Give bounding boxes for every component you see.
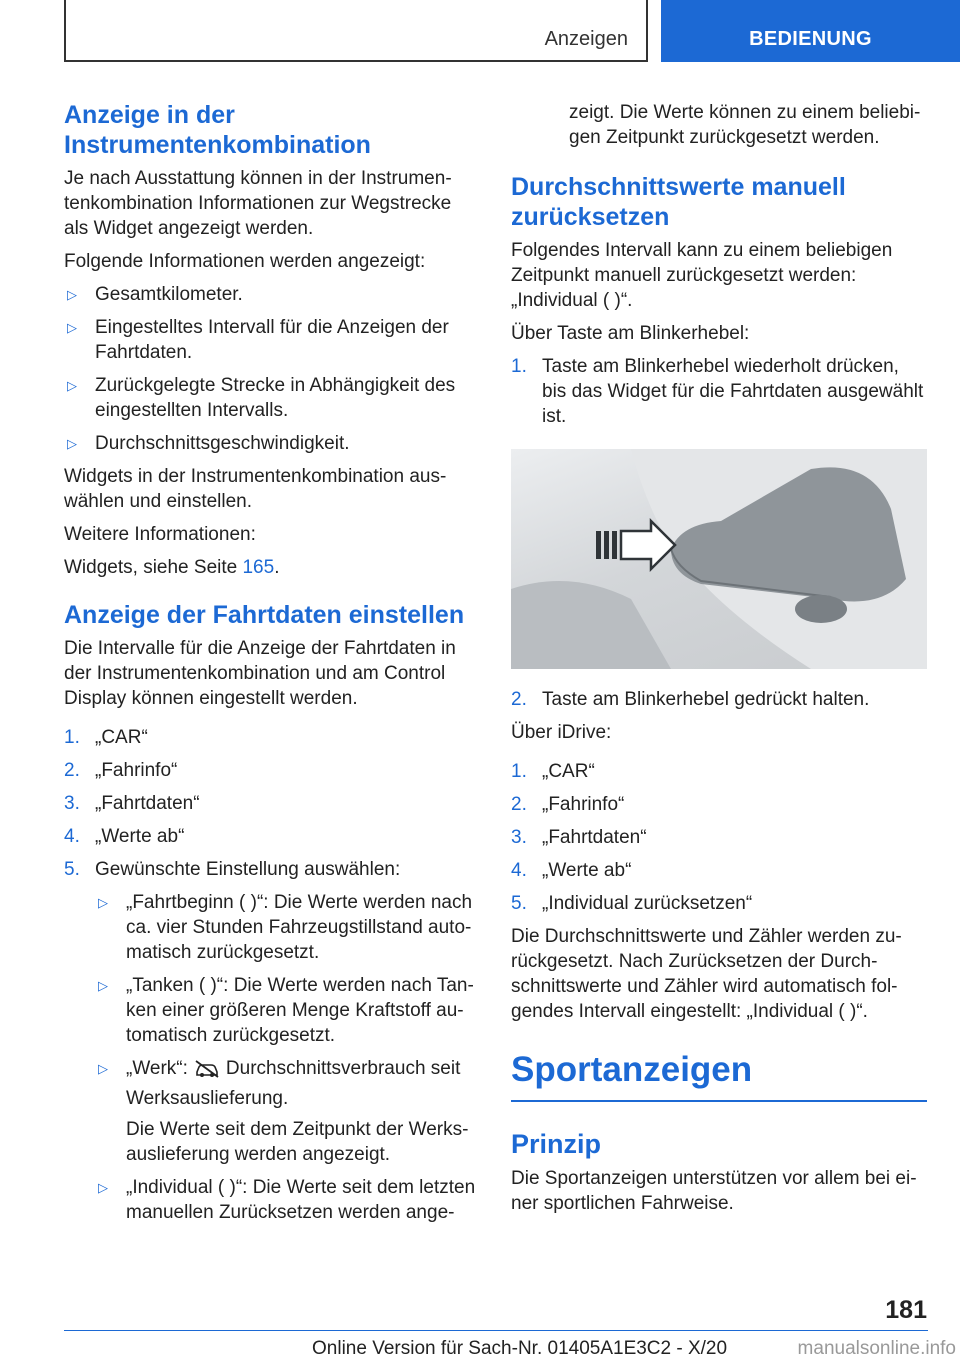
footer-divider [64, 1330, 928, 1331]
step-item: 3. „Fahrtdaten“ [64, 793, 200, 814]
paragraph-zaehler: Die Durchschnittswerte und Zähler werden zurückgesetzt. Nach Zurücksetzen der Durchschnittswerte und Zähler wird automatisch folgendes Intervall eingestellt: „Individual ( )“. [511, 926, 902, 1022]
triangle-bullet-icon: ▷ [67, 378, 77, 393]
header-chapter-label: BEDIENUNG [749, 28, 872, 50]
step-item: 4. „Werte ab“ [511, 860, 632, 881]
triangle-bullet-icon: ▷ [67, 320, 77, 335]
paragraph-taste: Über Taste am Blinkerhebel: [511, 323, 750, 344]
step-item: 4. „Werte ab“ [64, 826, 185, 847]
paragraph-intervalle: Die Intervalle für die Anzeige der Fahrtdaten in der Instrumentenkombination und am Control Display können eingestellt werden. [64, 638, 456, 709]
heading-durchschnitt: Durchschnittswerte manuell zurücksetzen [511, 173, 846, 231]
triangle-bullet-icon: ▷ [67, 436, 77, 451]
step-item: 2. „Fahrinfo“ [511, 794, 625, 815]
step-item: 2. „Fahrinfo“ [64, 760, 178, 781]
heading-sportanzeigen: Sportanzeigen [511, 1050, 927, 1102]
paragraph-werk-note: Die Werte seit dem Zeitpunkt der Werksauslieferung werden angezeigt. [126, 1119, 469, 1165]
paragraph-folgendes: Folgendes Intervall kann zu einem beliebigen Zeitpunkt manuell zurückgesetzt werden: „Individual ( )“. [511, 240, 893, 311]
footer-online-version: Online Version für Sach-Nr. 01405A1E3C2 - X/20 [312, 1338, 728, 1359]
left-column [64, 100, 478, 1233]
info-bullet-list [64, 282, 478, 456]
header-chapter-tab[interactable] [661, 0, 960, 62]
step-item: 5. Gewünschte Einstellung auswählen: ▷ „Fahrtbeginn ( )“: Die Werte werden nach ca. vier Stunden Fahrzeugstillstand automatisch zurückgesetzt. ▷ „Tanken ( )“: Die Werte werden nach Tanken einer größeren Menge Kraftstoff automatisch zurückgesetzt. ▷ „Werk“: Durchschnittsverbrauch seit Werksauslieferung. Die Werte seit dem Zeitpunkt der Werksauslieferung werden angezeigt. ▷ „Individual ( )“: Die Werte seit dem letzten manuellen Zurücksetzen werden ange- [64, 857, 478, 1225]
paragraph-folgende: Folgende Informationen werden angezeigt: [64, 251, 426, 272]
triangle-bullet-icon: ▷ [98, 1180, 108, 1195]
right-column [511, 100, 927, 1224]
header-box [64, 0, 648, 62]
list-item: ▷ „Individual ( )“: Die Werte seit dem letzten manuellen Zurücksetzen werden ange- [98, 1177, 476, 1223]
blinker-steps-list-2 [511, 687, 927, 712]
list-item: ▷ „Tanken ( )“: Die Werte werden nach Tanken einer größeren Menge Kraftstoff automatisch zurückgesetzt. [98, 975, 474, 1046]
paragraph-siehe: Widgets, siehe Seite 165. [64, 557, 280, 578]
footer-watermark: manualsonline.info [797, 1338, 956, 1359]
triangle-bullet-icon: ▷ [98, 895, 108, 910]
step-item: 3. „Fahrtdaten“ [511, 827, 647, 848]
settings-sub-list [95, 890, 478, 1225]
heading-instrument: Anzeige in der Instrumentenkombination [64, 101, 371, 159]
step-item: 1. Taste am Blinkerhebel wiederholt drücken, bis das Widget für die Fahrtdaten ausgewählt ist. [511, 356, 924, 427]
list-item: ▷ „Fahrtbeginn ( )“: Die Werte werden nach ca. vier Stunden Fahrzeugstillstand automatisch zurückgesetzt. [98, 892, 473, 963]
paragraph-idrive: Über iDrive: [511, 722, 612, 743]
step-item: 1. „CAR“ [511, 761, 595, 782]
header-section-title: Anzeigen [544, 28, 628, 50]
paragraph-continued: zeigt. Die Werte können zu einem beliebigen Zeitpunkt zurückgesetzt werden. [569, 102, 921, 148]
paragraph-widgets: Widgets in der Instrumentenkombination auswählen und einstellen. [64, 466, 447, 512]
car-crossed-icon [194, 1059, 220, 1086]
blinker-lever-illustration [511, 449, 927, 669]
paragraph-prinzip: Die Sportanzeigen unterstützen vor allem bei einer sportlichen Fahrweise. [511, 1168, 917, 1214]
triangle-bullet-icon: ▷ [98, 1061, 108, 1076]
paragraph-instrument: Je nach Ausstattung können in der Instrumentenkombination Informationen zur Wegstrecke als Widget angezeigt werden. [64, 168, 452, 239]
step-item: 5. „Individual zurücksetzen“ [511, 893, 753, 914]
heading-fahrtdaten: Anzeige der Fahrtdaten einstellen [64, 601, 465, 629]
heading-prinzip: Prinzip [511, 1129, 602, 1159]
page-link-165[interactable]: 165 [242, 557, 275, 578]
triangle-bullet-icon: ▷ [98, 978, 108, 993]
idrive-steps-list [511, 759, 927, 916]
step-item: 1. „CAR“ [64, 727, 148, 748]
list-item: ▷ Eingestelltes Intervall für die Anzeigen der Fahrtdaten. [67, 317, 449, 363]
list-item: ▷ „Werk“: Durchschnittsverbrauch seit Werksauslieferung. Die Werte seit dem Zeitpunkt der Werksauslieferung werden angezeigt. [95, 1056, 478, 1167]
list-item: ▷ Zurückgelegte Strecke in Abhängigkeit des eingestellten Intervalls. [67, 375, 456, 421]
page-number: 181 [885, 1296, 927, 1324]
blinker-steps-list [511, 354, 927, 429]
list-item: ▷ Gesamtkilometer. [67, 284, 243, 305]
list-item: ▷ Durchschnittsgeschwindigkeit. [67, 433, 350, 454]
paragraph-weitere: Weitere Informationen: [64, 524, 256, 545]
step-item: 2. Taste am Blinkerhebel gedrückt halten. [511, 689, 870, 710]
steps-list [64, 725, 478, 1225]
triangle-bullet-icon: ▷ [67, 287, 77, 302]
